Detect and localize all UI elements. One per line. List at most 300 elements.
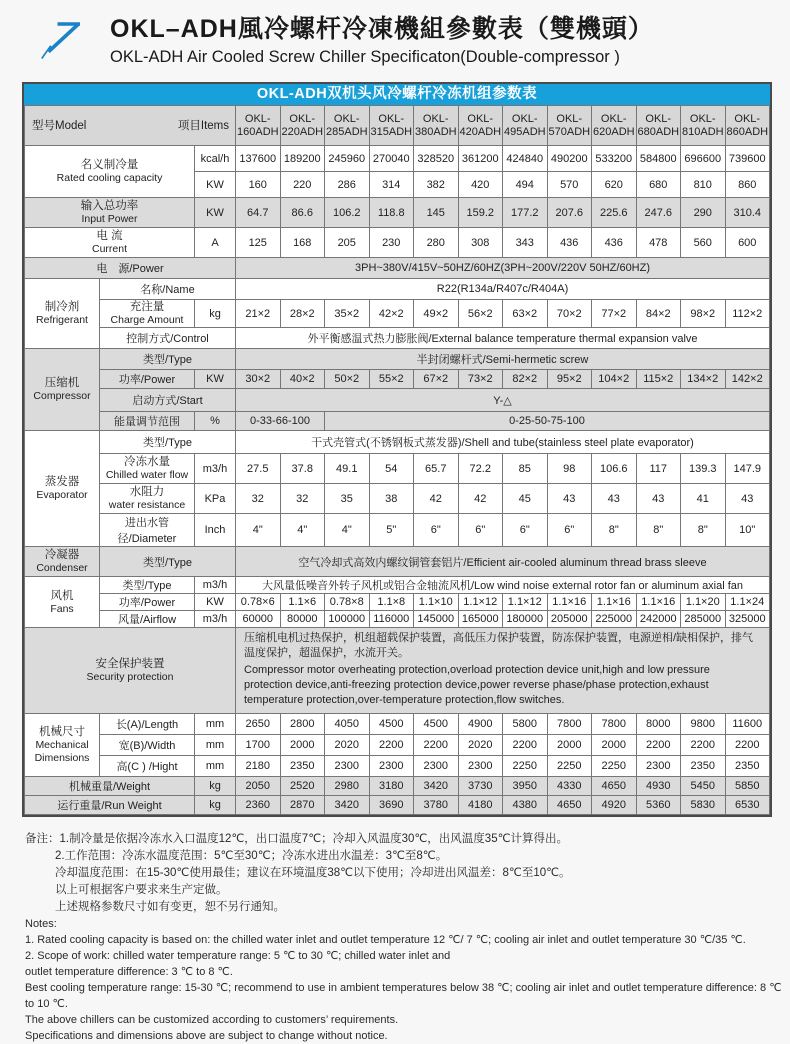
corner-items-label: 项目Items	[177, 120, 229, 132]
value-cell: 308	[458, 228, 503, 258]
row-label-height: 高(C ) /Hight	[100, 756, 195, 777]
value-cell: 147.9	[725, 454, 770, 484]
model-prefix: OKL-	[467, 112, 494, 125]
model-prefix: OKL-	[645, 112, 672, 125]
value-cell: 2360	[236, 796, 281, 815]
value-cell: 189200	[280, 146, 325, 172]
value-cell: 2350	[725, 756, 770, 777]
value-cell: 696600	[681, 146, 726, 172]
value-cell: 42×2	[369, 300, 414, 328]
value-cell: 60000	[236, 611, 281, 628]
model-code: 620ADH	[593, 125, 635, 138]
value-cell: 424840	[503, 146, 548, 172]
value-cell: 2020	[458, 735, 503, 756]
value-cell: 4650	[547, 796, 592, 815]
unit-cell: m3/h	[195, 611, 236, 628]
model-header	[547, 106, 592, 146]
control-row	[25, 328, 770, 349]
label-cn: 冷凝器	[44, 549, 80, 561]
start-row	[25, 389, 770, 412]
value-cell: 620	[592, 172, 637, 198]
label-cn: 压缩机	[44, 377, 80, 389]
value-cell: 84×2	[636, 300, 681, 328]
value-cell: 5850	[725, 777, 770, 796]
value-cell: 310.4	[725, 198, 770, 228]
current-row	[25, 228, 770, 258]
group-label-dimensions	[25, 714, 100, 777]
note-line: 2. Scope of work: chilled water temperature range: 5 ℃ to 30 ℃; chilled water inlet and	[25, 950, 451, 962]
value-cell: 1.1×12	[503, 594, 548, 611]
cond-type-value: 空气冷却式高效内螺纹铜管套铝片/Efficient air-cooled aluminum thread brass sleeve	[236, 547, 770, 577]
value-cell: 134×2	[681, 370, 726, 389]
value-cell: 3950	[503, 777, 548, 796]
value-cell: 118.8	[369, 198, 414, 228]
value-cell: 45	[503, 484, 548, 514]
row-label-evap-type: 类型/Type	[100, 431, 236, 454]
label-en: Input Power	[81, 213, 138, 225]
row-label-weight: 机械重量/Weight	[25, 777, 195, 796]
unit-cell: mm	[195, 735, 236, 756]
arrow-up-right-icon	[36, 18, 94, 60]
value-cell: 2870	[280, 796, 325, 815]
value-cell: 125	[236, 228, 281, 258]
value-cell: 245960	[325, 146, 370, 172]
model-header	[592, 106, 637, 146]
value-cell: 77×2	[592, 300, 637, 328]
model-prefix: OKL-	[333, 112, 360, 125]
unit-cell: Inch	[195, 514, 236, 547]
value-cell: 142×2	[725, 370, 770, 389]
row-label-ref-name: 名称/Name	[100, 279, 236, 300]
value-cell: 117	[636, 454, 681, 484]
label-cn: 输入总功率	[80, 200, 139, 212]
label-cn: 充注量	[129, 301, 165, 313]
value-cell: 50×2	[325, 370, 370, 389]
flow-row	[25, 454, 770, 484]
value-cell: 145	[414, 198, 459, 228]
value-cell: 1.1×20	[681, 594, 726, 611]
value-cell: 533200	[592, 146, 637, 172]
model-prefix: OKL-	[556, 112, 583, 125]
security-text-cn: 压缩机电机过热保护，机组超载保护装置，高低压力保护装置，防冻保护装置，电源逆相/缺相保护，排气温度保护，超温保护，水流开关。	[244, 632, 754, 659]
group-label-compressor	[25, 349, 100, 431]
notes-cn	[25, 831, 790, 916]
value-cell: 8"	[592, 514, 637, 547]
value-cell: 8"	[681, 514, 726, 547]
model-code: 420ADH	[459, 125, 502, 138]
value-cell: 56×2	[458, 300, 503, 328]
value-cell: 4180	[458, 796, 503, 815]
value-cell: 3180	[369, 777, 414, 796]
notes-section	[25, 831, 790, 1044]
value-cell: 270040	[369, 146, 414, 172]
label-en: Mechanical	[35, 739, 89, 751]
label-en: Refrigerant	[36, 314, 88, 326]
value-cell: 325000	[725, 611, 770, 628]
value-cell: 54	[369, 454, 414, 484]
value-cell: 6"	[414, 514, 459, 547]
spec-table-container	[22, 82, 772, 817]
value-cell: 98×2	[681, 300, 726, 328]
label-cn: 名义制冷量	[80, 159, 139, 171]
model-code: 315ADH	[370, 125, 413, 138]
model-code: 220ADH	[281, 125, 324, 138]
spec-table	[24, 105, 770, 815]
value-cell: 436	[547, 228, 592, 258]
value-cell: 382	[414, 172, 459, 198]
unit-cell: KW	[195, 370, 236, 389]
model-code: 380ADH	[415, 125, 457, 138]
value-cell: 5"	[369, 514, 414, 547]
value-cell: 286	[325, 172, 370, 198]
value-cell: 2300	[414, 756, 459, 777]
value-cell: 247.6	[636, 198, 681, 228]
value-cell: 67×2	[414, 370, 459, 389]
unit-cell: m3/h	[195, 577, 236, 594]
control-value: 外平衡感温式热力膨胀阀/External balance temperature thermal expansion valve	[236, 328, 770, 349]
rated-kcal-row	[25, 146, 770, 172]
value-cell: 3730	[458, 777, 503, 796]
model-code: 495ADH	[504, 125, 546, 138]
ref-name-value: R22(R134a/R407c/R404A)	[236, 279, 770, 300]
model-header	[280, 106, 325, 146]
corner-model-label: 型号Model	[32, 120, 87, 132]
value-cell: 112×2	[725, 300, 770, 328]
value-cell: 4930	[636, 777, 681, 796]
page-title-cn: OKL–ADH風冷螺杆冷凍機組參數表（雙機頭）	[110, 15, 654, 43]
value-cell: 2300	[325, 756, 370, 777]
value-cell: 1.1×12	[458, 594, 503, 611]
value-cell: 2250	[503, 756, 548, 777]
value-cell: 9800	[681, 714, 726, 735]
model-header	[458, 106, 503, 146]
row-label-comp-power: 功率/Power	[100, 370, 195, 389]
security-text-cell	[236, 628, 770, 714]
note-line: Best cooling temperature range: 15-30 ℃; recommend to use in ambient temperatures below 38 ℃; cooling air inlet and outlet temperature difference: 8 ℃ to 10 ℃.	[25, 982, 782, 1010]
value-cell: 42	[414, 484, 459, 514]
value-cell: 739600	[725, 146, 770, 172]
value-cell: 225000	[592, 611, 637, 628]
resistance-row	[25, 484, 770, 514]
compressor-power-row	[25, 370, 770, 389]
value-cell: 49×2	[414, 300, 459, 328]
value-cell: 5360	[636, 796, 681, 815]
value-cell: 2300	[369, 756, 414, 777]
note-line: 以上可根据客户要求来生产定做。	[55, 884, 228, 896]
value-cell: 570	[547, 172, 592, 198]
value-cell: 43	[636, 484, 681, 514]
value-cell: 4920	[592, 796, 637, 815]
value-cell: 104×2	[592, 370, 637, 389]
group-label-evaporator	[25, 431, 100, 547]
value-cell: 0.78×6	[236, 594, 281, 611]
value-cell: 1700	[236, 735, 281, 756]
row-label-airflow: 风量/Airflow	[100, 611, 195, 628]
power-source-value: 3PH~380V/415V~50HZ/60HZ(3PH~200V/220V 50HZ/60HZ)	[236, 258, 770, 279]
unit-cell: mm	[195, 714, 236, 735]
value-cell: 478	[636, 228, 681, 258]
note-line: 冷却温度范围：在15-30℃使用最佳；建议在环境温度38℃以下使用；冷却进出风温差：8℃至10℃。	[55, 867, 571, 879]
unit-cell: m3/h	[195, 454, 236, 484]
label-cn: 电 流	[96, 230, 123, 242]
value-cell: 2200	[636, 735, 681, 756]
value-cell: 0.78×8	[325, 594, 370, 611]
height-row	[25, 756, 770, 777]
value-cell: 220	[280, 172, 325, 198]
page-title-en: OKL-ADH Air Cooled Screw Chiller Specificaton(Double-compressor )	[110, 48, 620, 66]
value-cell: 165000	[458, 611, 503, 628]
weight-row	[25, 777, 770, 796]
value-cell: 343	[503, 228, 548, 258]
value-cell: 2300	[636, 756, 681, 777]
security-row	[25, 628, 770, 714]
model-prefix: OKL-	[378, 112, 405, 125]
table-caption: OKL-ADH双机头风冷螺杆冷冻机组参数表	[24, 84, 770, 105]
power-source-row	[25, 258, 770, 279]
label-cn: 机械尺寸	[39, 726, 85, 738]
row-label-control: 控制方式/Control	[100, 328, 236, 349]
start-value: Y-△	[236, 389, 770, 412]
value-cell: 40×2	[280, 370, 325, 389]
evap-type-row	[25, 431, 770, 454]
value-cell: 2250	[547, 756, 592, 777]
group-label-refrigerant	[25, 279, 100, 349]
model-header-row	[25, 106, 770, 146]
value-cell: 160	[236, 172, 281, 198]
value-cell: 116000	[369, 611, 414, 628]
unit-cell: %	[195, 412, 236, 431]
value-cell: 361200	[458, 146, 503, 172]
value-cell: 420	[458, 172, 503, 198]
value-cell: 4"	[325, 514, 370, 547]
unit-cell: kcal/h	[195, 146, 236, 172]
value-cell: 290	[681, 198, 726, 228]
unit-cell: kg	[195, 796, 236, 815]
value-cell: 168	[280, 228, 325, 258]
run-weight-row	[25, 796, 770, 815]
value-cell: 85	[503, 454, 548, 484]
value-cell: 139.3	[681, 454, 726, 484]
value-cell: 2200	[503, 735, 548, 756]
model-code: 810ADH	[682, 125, 724, 138]
label-en: Charge Amount	[110, 314, 184, 326]
value-cell: 1.1×16	[636, 594, 681, 611]
label-cn: 安全保护装置	[95, 658, 165, 670]
value-cell: 49.1	[325, 454, 370, 484]
value-cell: 5800	[503, 714, 548, 735]
value-cell: 5830	[681, 796, 726, 815]
value-cell: 42	[458, 484, 503, 514]
value-cell: 137600	[236, 146, 281, 172]
value-cell: 207.6	[547, 198, 592, 228]
value-cell: 2250	[592, 756, 637, 777]
value-cell: 21×2	[236, 300, 281, 328]
label-en: water resistance	[108, 499, 186, 511]
value-cell: 560	[681, 228, 726, 258]
value-cell: 32	[280, 484, 325, 514]
diameter-row	[25, 514, 770, 547]
value-cell: 180000	[503, 611, 548, 628]
row-label-run-weight: 运行重量/Run Weight	[25, 796, 195, 815]
row-label-cond-type: 类型/Type	[100, 547, 236, 577]
value-cell: 8000	[636, 714, 681, 735]
unit-cell: KW	[195, 198, 236, 228]
value-cell: 328520	[414, 146, 459, 172]
comp-type-value: 半封闭螺杆式/Semi-hermetic screw	[236, 349, 770, 370]
row-label-fans-power: 功率/Power	[100, 594, 195, 611]
model-header	[681, 106, 726, 146]
length-row	[25, 714, 770, 735]
value-cell: 6"	[547, 514, 592, 547]
value-cell: 2300	[458, 756, 503, 777]
unit-cell: KPa	[195, 484, 236, 514]
row-label-charge	[100, 300, 195, 328]
value-cell: 2000	[547, 735, 592, 756]
value-cell: 584800	[636, 146, 681, 172]
refrigerant-name-row	[25, 279, 770, 300]
value-cell: 100000	[325, 611, 370, 628]
value-cell: 43	[725, 484, 770, 514]
value-cell: 4380	[503, 796, 548, 815]
model-header	[325, 106, 370, 146]
model-code: 160ADH	[237, 125, 279, 138]
value-cell: 55×2	[369, 370, 414, 389]
value-cell: 43	[547, 484, 592, 514]
value-cell: 86.6	[280, 198, 325, 228]
value-cell: 285000	[681, 611, 726, 628]
value-cell: 65.7	[414, 454, 459, 484]
note-line: 上述规格参数尺寸如有变更，恕不另行通知。	[55, 901, 285, 913]
label-cn: 制冷剂	[44, 301, 80, 313]
label-en: Security protection	[86, 671, 174, 683]
value-cell: 205000	[547, 611, 592, 628]
security-text-en: Compressor motor overheating protection,overload protection device unit,high and low pressure protection device,anti-freezing protection device,power reverse phase/phase protection,exhaust temperature protection,over-temperature protection,flow switches.	[244, 664, 710, 706]
model-header	[503, 106, 548, 146]
value-cell: 242000	[636, 611, 681, 628]
energy-value-a: 0-33-66-100	[236, 412, 325, 431]
row-label-start: 启动方式/Start	[100, 389, 236, 412]
model-prefix: OKL-	[600, 112, 627, 125]
value-cell: 1.1×24	[725, 594, 770, 611]
row-label-rated-capacity	[25, 146, 195, 198]
model-prefix: OKL-	[289, 112, 316, 125]
value-cell: 4"	[280, 514, 325, 547]
model-code: 860ADH	[726, 125, 769, 138]
value-cell: 27.5	[236, 454, 281, 484]
value-cell: 2180	[236, 756, 281, 777]
label-en: Compressor	[33, 390, 91, 402]
value-cell: 70×2	[547, 300, 592, 328]
value-cell: 860	[725, 172, 770, 198]
value-cell: 11600	[725, 714, 770, 735]
value-cell: 436	[592, 228, 637, 258]
unit-cell: mm	[195, 756, 236, 777]
value-cell: 2000	[280, 735, 325, 756]
row-label-flow	[100, 454, 195, 484]
value-cell: 4650	[592, 777, 637, 796]
note-line: 备注：1.制冷量是依据冷冻水入口温度12℃，出口温度7℃；冷却入风温度30℃，出风温度35℃计算得出。	[25, 833, 569, 845]
airflow-row	[25, 611, 770, 628]
model-code: 570ADH	[548, 125, 591, 138]
value-cell: 2520	[280, 777, 325, 796]
note-line: outlet temperature difference: 3 ℃ to 8 ℃.	[25, 966, 233, 978]
value-cell: 490200	[547, 146, 592, 172]
label-cn: 蒸发器	[44, 476, 80, 488]
value-cell: 4"	[236, 514, 281, 547]
note-line: Specifications and dimensions above are subject to change without notice.	[25, 1030, 388, 1042]
value-cell: 2350	[681, 756, 726, 777]
value-cell: 314	[369, 172, 414, 198]
row-label-diameter: 进出水管径/Diameter	[100, 514, 195, 547]
value-cell: 4050	[325, 714, 370, 735]
notes-en	[25, 916, 790, 1044]
value-cell: 3690	[369, 796, 414, 815]
value-cell: 35×2	[325, 300, 370, 328]
row-label-width: 宽(B)/Width	[100, 735, 195, 756]
value-cell: 2200	[681, 735, 726, 756]
title-block	[110, 14, 654, 68]
value-cell: 72.2	[458, 454, 503, 484]
value-cell: 4500	[369, 714, 414, 735]
value-cell: 106.2	[325, 198, 370, 228]
value-cell: 2800	[280, 714, 325, 735]
label-en: Evaporator	[36, 489, 88, 501]
fans-type-row	[25, 577, 770, 594]
value-cell: 2350	[280, 756, 325, 777]
model-header	[725, 106, 770, 146]
value-cell: 5450	[681, 777, 726, 796]
value-cell: 43	[592, 484, 637, 514]
label-cn: 冷冻水量	[124, 456, 170, 468]
model-code: 680ADH	[637, 125, 680, 138]
value-cell: 2650	[236, 714, 281, 735]
value-cell: 106.6	[592, 454, 637, 484]
value-cell: 28×2	[280, 300, 325, 328]
unit-cell: A	[195, 228, 236, 258]
value-cell: 280	[414, 228, 459, 258]
value-cell: 145000	[414, 611, 459, 628]
model-header	[414, 106, 459, 146]
value-cell: 494	[503, 172, 548, 198]
value-cell: 1.1×8	[369, 594, 414, 611]
evap-type-value: 干式壳管式(不锈钢板式蒸发器)/Shell and tube(stainless steel plate evaporator)	[236, 431, 770, 454]
row-label-security	[25, 628, 236, 714]
value-cell: 73×2	[458, 370, 503, 389]
row-label-input-power	[25, 198, 195, 228]
model-code: 285ADH	[326, 125, 368, 138]
value-cell: 35	[325, 484, 370, 514]
input-power-row	[25, 198, 770, 228]
label-en: Chilled water flow	[105, 469, 189, 481]
value-cell: 4500	[414, 714, 459, 735]
page-header	[0, 0, 790, 68]
row-label-length: 长(A)/Length	[100, 714, 195, 735]
model-prefix: OKL-	[511, 112, 538, 125]
unit-cell: KW	[195, 594, 236, 611]
label-cn: 水阻力	[129, 486, 165, 498]
value-cell: 82×2	[503, 370, 548, 389]
value-cell: 2200	[414, 735, 459, 756]
value-cell: 205	[325, 228, 370, 258]
value-cell: 8"	[636, 514, 681, 547]
energy-value-b: 0-25-50-75-100	[325, 412, 770, 431]
value-cell: 680	[636, 172, 681, 198]
value-cell: 4900	[458, 714, 503, 735]
row-label-current	[25, 228, 195, 258]
row-label-energy: 能量调节范围	[100, 412, 195, 431]
value-cell: 38	[369, 484, 414, 514]
value-cell: 2000	[592, 735, 637, 756]
